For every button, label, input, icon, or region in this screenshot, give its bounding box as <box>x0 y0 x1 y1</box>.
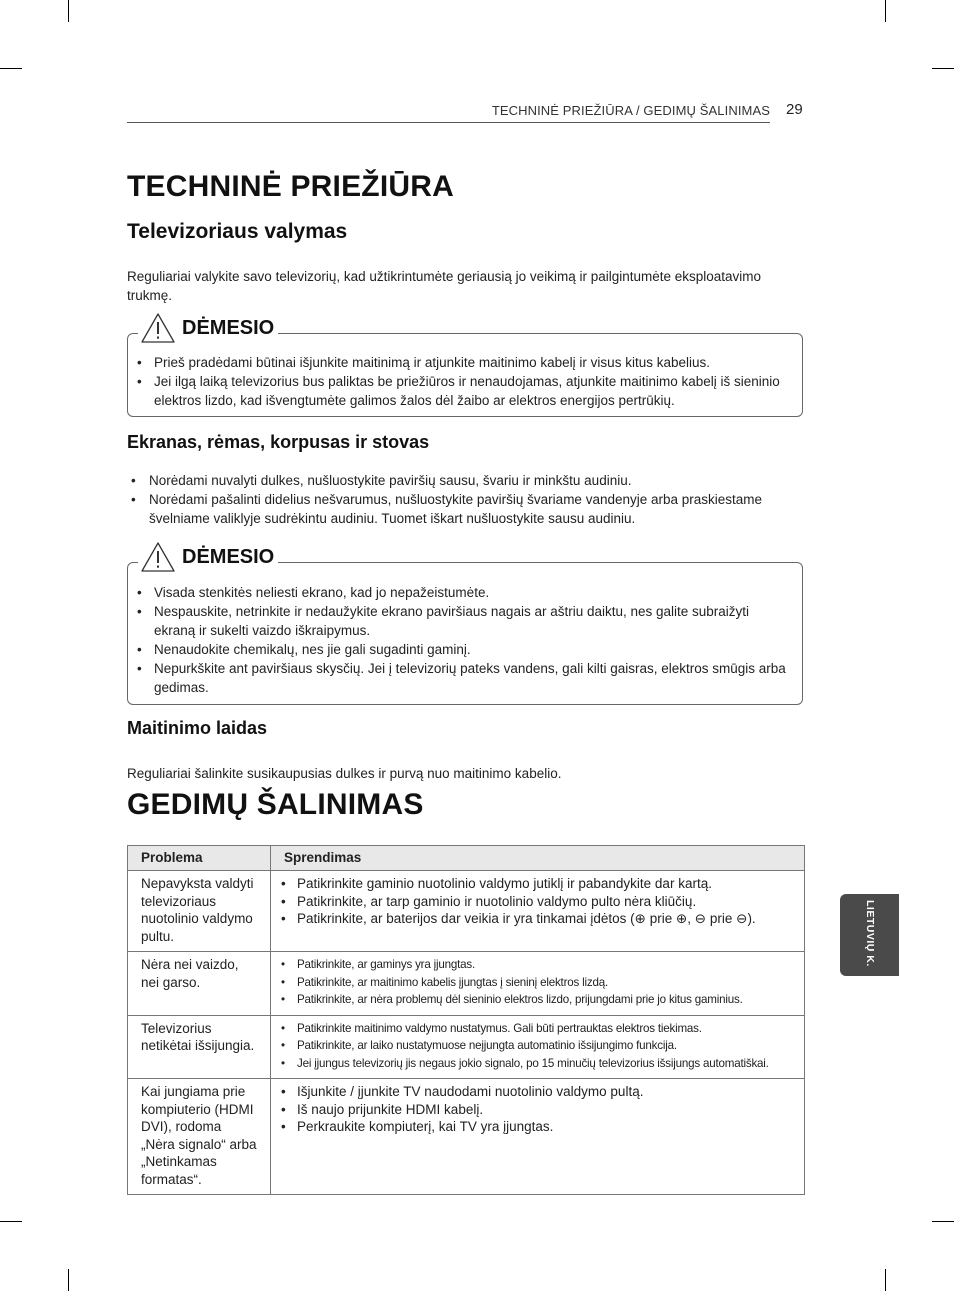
table-row <box>128 1015 805 1079</box>
table-row <box>128 1079 805 1195</box>
list-item: • Išjunkite / įjunkite TV naudodami nuotolinio valdymo pultą. <box>277 1083 794 1101</box>
crop-mark <box>0 68 22 69</box>
power-heading: Maitinimo laidas <box>127 718 268 738</box>
warning-triangle-icon <box>140 312 176 344</box>
list-item: • Iš naujo prijunkite HDMI kabelį. <box>277 1101 794 1119</box>
battery-text: prie <box>645 911 676 926</box>
list-item: • Nenaudokite chemikalų, nes jie gali sugadinti gaminį. <box>128 640 788 659</box>
battery-text: ). <box>747 911 756 926</box>
power-text: Reguliariai šalinkite susikaupusias dulkes ir purvą nuo maitinimo kabelio. <box>127 766 562 781</box>
list-item <box>277 910 794 928</box>
table-header-row <box>128 846 805 871</box>
table-row <box>128 871 805 952</box>
list-item: • Norėdami nuvalyti dulkes, nušluostykite paviršių sausu, švariu ir minkštu audiniu. <box>127 471 807 490</box>
running-header: TECHNINĖ PRIEŽIŪRA / GEDIMŲ ŠALINIMAS <box>491 103 770 118</box>
screen-list <box>127 471 807 528</box>
list-item: • Patikrinkite, ar nėra problemų dėl sieninio elektros lizdo, prijungdami prie jo kitus gaminius. <box>277 991 794 1009</box>
list-item: • Patikrinkite, ar tarp gaminio ir nuotolinio valdymo pulto nėra kliūčių. <box>277 893 794 911</box>
language-side-tab <box>840 894 899 976</box>
table-row <box>128 952 805 1016</box>
troubleshooting-table <box>127 845 805 1195</box>
caution-title: DĖMESIO <box>182 546 275 568</box>
caution-header <box>138 310 278 344</box>
solution-cell <box>271 871 805 952</box>
header-rule <box>127 122 770 123</box>
crop-mark <box>932 1221 954 1222</box>
screen-heading: Ekranas, rėmas, korpusas ir stovas <box>127 432 430 452</box>
battery-text: prie <box>706 911 737 926</box>
list-item: • Nespauskite, netrinkite ir nedaužykite ekrano paviršiaus nagais ar aštriu daiktu, nes galite subraižyti ekraną ir sukelti vaizdo iškraipymus. <box>128 602 788 640</box>
list-item: • Patikrinkite, ar maitinimo kabelis įjungtas į sieninį elektros lizdą. <box>277 974 794 992</box>
list-item: • Visada stenkitės neliesti ekrano, kad jo nepažeistumėte. <box>128 583 788 602</box>
list-item: • Jei ilgą laiką televizorius bus paliktas be priežiūros ir nenaudojamas, atjunkite maitinimo kabelį iš sieninio elektros lizdo, kad išvengtumėte galimos žalos dėl žaibo ar elektros energijos pertrūkių. <box>128 372 788 410</box>
crop-mark <box>0 1221 22 1222</box>
problem-cell: Nepavyksta valdyti televizoriaus nuotolinio valdymo pultu. <box>128 871 271 952</box>
list-item: • Norėdami pašalinti didelius nešvarumus, nušluostykite paviršių švariame vandenyje arba praskiestame švelniame valiklyje sudrėkintu audiniu. Tuomet iškart nušluostykite sausu audiniu. <box>127 490 807 528</box>
problem-cell: Kai jungiama prie kompiuterio (HDMI DVI), rodoma „Nėra signalo“ arba „Netinkamas formatas“. <box>128 1079 271 1195</box>
plus-icon: ⊕ <box>675 911 688 926</box>
solution-cell <box>271 1079 805 1195</box>
caution-box-1 <box>127 317 803 417</box>
caution-box-2 <box>127 546 803 705</box>
minus-icon: ⊖ <box>736 911 748 926</box>
crop-mark <box>68 1269 69 1291</box>
caution-title: DĖMESIO <box>182 317 275 339</box>
list-item: • Prieš pradėdami būtinai išjunkite maitinimą ir atjunkite maitinimo kabelį ir visus kitus kabelius. <box>128 353 788 372</box>
battery-text: Patikrinkite, ar baterijos dar veikia ir yra tinkamai įdėtos ( <box>297 911 635 926</box>
column-header-solution: Sprendimas <box>271 846 805 871</box>
list-item: • Perkraukite kompiuterį, kai TV yra įjungtas. <box>277 1118 794 1136</box>
caution-list <box>128 353 788 410</box>
crop-mark <box>68 0 69 22</box>
list-item: • Patikrinkite gaminio nuotolinio valdymo jutiklį ir pabandykite dar kartą. <box>277 875 794 893</box>
minus-icon: ⊖ <box>694 911 707 926</box>
solution-cell <box>271 952 805 1016</box>
solution-cell <box>271 1015 805 1079</box>
caution-header <box>138 539 278 573</box>
maintenance-title: TECHNINĖ PRIEŽIŪRA <box>127 170 454 203</box>
list-item: • Patikrinkite, ar laiko nustatymuose neįjungta automatinio išsijungimo funkcija. <box>277 1037 794 1055</box>
troubleshooting-title: GEDIMŲ ŠALINIMAS <box>127 788 424 821</box>
crop-mark <box>885 1269 886 1291</box>
warning-triangle-icon <box>140 541 176 573</box>
language-tab-label: LIETUVIŲ K. <box>864 900 876 967</box>
crop-mark <box>885 0 886 22</box>
list-item: • Nepurkškite ant paviršiaus skysčių. Jei į televizorių pateks vandens, gali kilti gaisras, elektros smūgis arba gedimas. <box>128 659 788 697</box>
problem-cell: Televizorius netikėtai išsijungia. <box>128 1015 271 1079</box>
list-item: • Patikrinkite, ar gaminys yra įjungtas. <box>277 956 794 974</box>
caution-list <box>128 583 788 697</box>
list-item: • Jei įjungus televizorių jis negaus jokio signalo, po 15 minučių televizorius išsijungs automatiškai. <box>277 1055 794 1073</box>
cleaning-heading: Televizoriaus valymas <box>127 220 348 243</box>
page-number: 29 <box>786 101 803 118</box>
crop-mark <box>932 68 954 69</box>
battery-text: , <box>687 911 695 926</box>
column-header-problem: Problema <box>128 846 271 871</box>
list-item: • Patikrinkite maitinimo valdymo nustatymus. Gali būti pertrauktas elektros tiekimas. <box>277 1020 794 1038</box>
problem-cell: Nėra nei vaizdo, nei garso. <box>128 952 271 1016</box>
cleaning-intro: Reguliariai valykite savo televizorių, kad užtikrintumėte geriausią jo veikimą ir pailgintumėte eksploatavimo trukmę. <box>127 269 762 303</box>
plus-icon: ⊕ <box>634 911 646 926</box>
